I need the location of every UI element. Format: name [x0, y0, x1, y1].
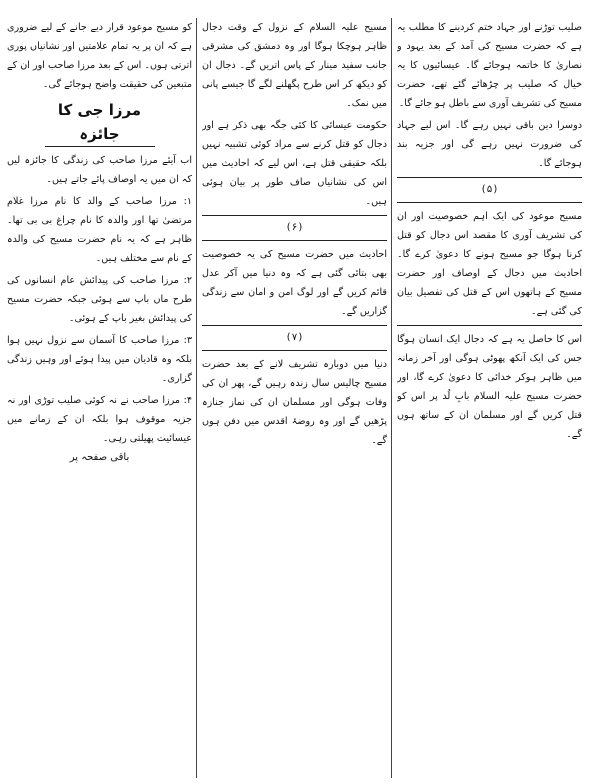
section-heading: مرزا جی کا جائزہ	[45, 98, 155, 147]
paragraph: مسیح موعود کی ایک اہم خصوصیت اور ان کی تشریف آوری کا مقصد اس دجال کو قتل کرنا ہوگا جو مسیح ہونے کا دعویٰ کرے گا۔ احادیث میں دجال کے اوصاف اور حضرت مسیح کے ہاتھوں اس کے قتل کی تفصیل بیان کی گئی ہے۔	[397, 211, 582, 317]
paragraph: دنیا میں دوبارہ تشریف لانے کے بعد حضرت مسیح چالیس سال زندہ رہیں گے، پھر ان کی وفات ہوگی اور مسلمان ان کی نماز جنازہ پڑھیں گے اور وہ روضۂ اقدس میں دفن ہوں گے۔	[202, 359, 387, 446]
column-left	[7, 18, 192, 778]
column-divider	[196, 18, 197, 778]
column-divider	[391, 18, 392, 778]
section-rule	[202, 240, 387, 241]
paragraph: دوسرا دین باقی نہیں رہے گا۔ اس لیے جہاد کی ضرورت نہیں رہے گی اور جزیہ بند ہوجائے گا۔	[397, 120, 582, 169]
section-rule	[397, 177, 582, 178]
section-rule	[397, 202, 582, 203]
section-rule	[397, 325, 582, 326]
section-rule	[202, 215, 387, 216]
column-right	[397, 18, 582, 778]
paragraph: صلیب توڑنے اور جہاد ختم کردینے کا مطلب یہ ہے کہ حضرت مسیح کی آمد کے بعد یہود و نصاریٰ کا خاتمہ ہوجائے گا۔ عیسائیوں کا یہ خیال کہ صلیب پر چڑھائے گئے تھے، حضرت مسیح کی تشریف آوری سے باطل ہو جائے گا۔	[397, 22, 582, 109]
paragraph: ۴: مرزا صاحب نے نہ کوئی صلیب توڑی اور نہ جزیہ موقوف ہوا بلکہ ان کے زمانے میں عیسائیت پھیلتی رہی۔	[7, 395, 192, 444]
paragraph: اب آیئے مرزا صاحب کی زندگی کا جائزہ لیں کہ ان میں یہ اوصاف پائے جاتے ہیں۔	[7, 155, 192, 185]
paragraph: اس کا حاصل یہ ہے کہ دجال ایک انسان ہوگا جس کی ایک آنکھ پھوٹی ہوگی اور آخر زمانہ میں ظاہر ہوکر خدائی کا دعویٰ کرے گا، اور حضرت مسیح علیہ السلام بابِ لُد پر اس کو قتل کریں گے اور مسلمان ان کے ساتھ ہوں گے۔	[397, 334, 582, 440]
section-number: (۵)	[480, 184, 499, 195]
section-rule	[202, 325, 387, 326]
paragraph: ۳: مرزا صاحب کا آسمان سے نزول نہیں ہوا بلکہ وہ قادیان میں پیدا ہوئے اور وہیں زندگی گزاری۔	[7, 335, 192, 384]
paragraph: ۱: مرزا صاحب کے والد کا نام مرزا غلام مرتضیٰ تھا اور والدہ کا نام چراغ بی بی تھا۔ ظاہر ہے کہ یہ نام حضرت مسیح کی والدہ کے نام سے مختلف ہیں۔	[7, 196, 192, 264]
paragraph: احادیث میں حضرت مسیح کی یہ خصوصیت بھی بتائی گئی ہے کہ وہ دنیا میں آکر عدل قائم کریں گے اور لوگ امن و امان سے زندگی گزاریں گے۔	[202, 249, 387, 317]
paragraph: کو مسیح موعود قرار دیے جانے کے لیے ضروری ہے کہ ان پر یہ تمام علامتیں اور نشانیاں پوری اترتی ہوں۔ اس کے بعد مرزا صاحب اور ان کے متبعین کی حقیقت واضح ہوجائے گی۔	[7, 22, 192, 90]
section-number: (۷)	[285, 332, 304, 343]
paragraph: ۲: مرزا صاحب کی پیدائش عام انسانوں کی طرح ماں باپ سے ہوئی جبکہ حضرت مسیح کی پیدائش بغیر باپ کے ہوئی۔	[7, 275, 192, 324]
paragraph: حکومت عیسائی کا کئی جگہ بھی ذکر ہے اور دجال کو قتل کرنے سے مراد کوئی تشبیہ نہیں بلکہ حقیقی قتل ہے، اس لیے کہ احادیث میں اس کی نشانیاں صاف طور پر بیان ہوئی ہیں۔	[202, 120, 387, 207]
column-middle	[202, 18, 387, 778]
section-number: (۶)	[285, 222, 304, 233]
paragraph: مسیح علیہ السلام کے نزول کے وقت دجال ظاہر ہوچکا ہوگا اور وہ دمشق کی مشرقی جانب سفید مینار کے پاس اتریں گے۔ دجال ان کو دیکھ کر اس طرح پگھلنے لگے گا جیسے پانی میں نمک۔	[202, 22, 387, 109]
continuation-note: باقی صفحہ پر	[69, 452, 130, 463]
section-rule	[202, 350, 387, 351]
